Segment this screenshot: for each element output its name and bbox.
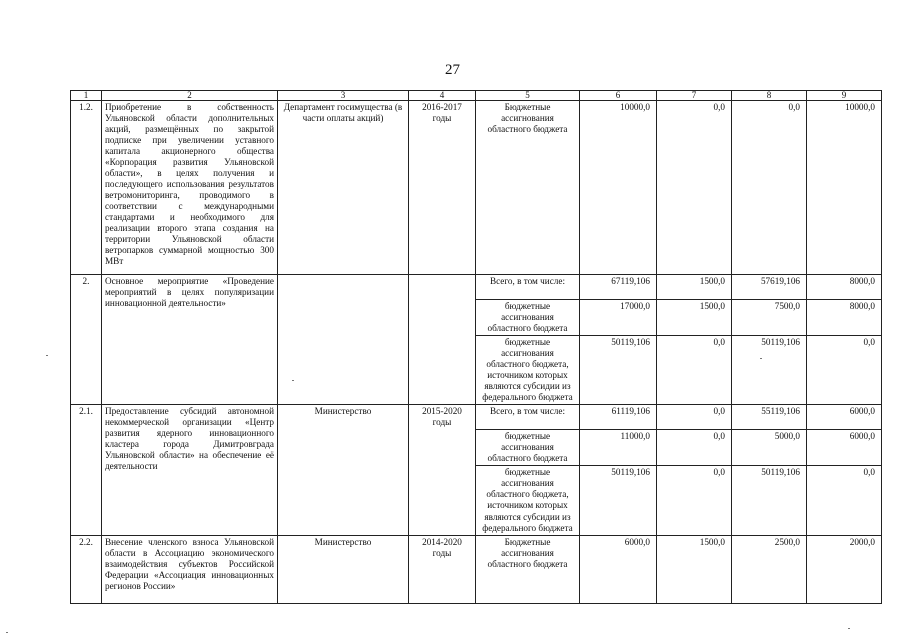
table-row: [71, 275, 882, 300]
funding-source: бюджетные ассигнования областного бюджета, источником которых являются субсидии из федерального бюджета: [476, 336, 580, 405]
scan-speck: [848, 628, 850, 629]
period: 2014-2020 годы: [409, 535, 476, 603]
table-row: [71, 405, 882, 430]
column-number: 1: [71, 91, 102, 101]
budget-table: [70, 90, 882, 604]
value-col9: 8000,0: [807, 275, 882, 300]
funding-source: бюджетные ассигнования областного бюджета: [476, 300, 580, 336]
value-col8: 50119,106: [732, 336, 807, 405]
value-col9: 8000,0: [807, 300, 882, 336]
funding-source: бюджетные ассигнования областного бюджета: [476, 430, 580, 466]
column-number: 6: [580, 91, 657, 101]
funding-source: Всего, в том числе:: [476, 275, 580, 300]
funding-source: Бюджетные ассигнования областного бюджета: [476, 535, 580, 603]
value-col6: 50119,106: [580, 336, 657, 405]
funding-source: бюджетные ассигнования областного бюджета, источником которых являются субсидии из федерального бюджета: [476, 466, 580, 535]
value-col7: 0,0: [657, 336, 732, 405]
value-col8: 0,0: [732, 101, 807, 275]
value-col8: 55119,106: [732, 405, 807, 430]
executor: Министерство: [278, 405, 409, 535]
value-col9: 6000,0: [807, 405, 882, 430]
period: [409, 275, 476, 405]
page-number: 27: [445, 62, 460, 78]
column-number: 8: [732, 91, 807, 101]
scan-speck: [292, 380, 294, 381]
scan-speck: [760, 358, 762, 359]
executor: Министерство: [278, 535, 409, 603]
executor: [278, 275, 409, 405]
funding-source: Бюджетные ассигнования областного бюджета: [476, 101, 580, 275]
period: 2015-2020 годы: [409, 405, 476, 535]
value-col6: 50119,106: [580, 466, 657, 535]
row-number: 2.2.: [71, 535, 102, 603]
value-col9: 6000,0: [807, 430, 882, 466]
value-col9: 2000,0: [807, 535, 882, 603]
funding-source: Всего, в том числе:: [476, 405, 580, 430]
executor: Департамент госимущества (в части оплаты акций): [278, 101, 409, 275]
column-number: 5: [476, 91, 580, 101]
row-number: 1.2.: [71, 101, 102, 275]
table-row: [71, 101, 882, 275]
value-col8: 7500,0: [732, 300, 807, 336]
value-col7: 0,0: [657, 405, 732, 430]
value-col8: 57619,106: [732, 275, 807, 300]
column-number: 9: [807, 91, 882, 101]
row-number: 2.: [71, 275, 102, 405]
value-col6: 6000,0: [580, 535, 657, 603]
column-number: 4: [409, 91, 476, 101]
scan-speck: [46, 355, 48, 356]
row-number: 2.1.: [71, 405, 102, 535]
value-col9: 0,0: [807, 466, 882, 535]
column-number-row: [71, 91, 882, 101]
value-col9: 10000,0: [807, 101, 882, 275]
measure-description: Основное мероприятие «Проведение мероприятий в целях популяризации инновационной деятельности»: [102, 275, 278, 405]
value-col7: 1500,0: [657, 535, 732, 603]
measure-description: Внесение членского взноса Ульяновской области в Ассоциацию экономического взаимодействия субъектов Российской Федерации «Ассоциация инновационных регионов России»: [102, 535, 278, 603]
value-col8: 2500,0: [732, 535, 807, 603]
value-col7: 1500,0: [657, 300, 732, 336]
value-col8: 50119,106: [732, 466, 807, 535]
value-col7: 1500,0: [657, 275, 732, 300]
value-col6: 67119,106: [580, 275, 657, 300]
scan-speck: [6, 632, 8, 633]
value-col9: 0,0: [807, 336, 882, 405]
value-col7: 0,0: [657, 430, 732, 466]
measure-description: Предоставление субсидий автономной некоммерческой организации «Центр развития ядерного инновационного кластера города Димитровграда Ульяновской области» на обеспечение её деятельности: [102, 405, 278, 535]
column-number: 2: [102, 91, 278, 101]
value-col6: 61119,106: [580, 405, 657, 430]
column-number: 3: [278, 91, 409, 101]
value-col6: 10000,0: [580, 101, 657, 275]
value-col6: 11000,0: [580, 430, 657, 466]
value-col6: 17000,0: [580, 300, 657, 336]
value-col7: 0,0: [657, 101, 732, 275]
value-col7: 0,0: [657, 466, 732, 535]
table-row: [71, 535, 882, 603]
measure-description: Приобретение в собственность Ульяновской области дополнительных акций, размещённых по закрытой подписке при увеличении уставного капитала акционерного общества «Корпорация развития Ульяновской области», в целях получения и последующего использования результатов ветромониторинга, проводимого в соответствии с международными стандартами и необходимого для реализации второго этапа создания на территории Ульяновской области ветропарков суммарной мощностью 300 МВт: [102, 101, 278, 275]
value-col8: 5000,0: [732, 430, 807, 466]
column-number: 7: [657, 91, 732, 101]
period: 2016-2017 годы: [409, 101, 476, 275]
